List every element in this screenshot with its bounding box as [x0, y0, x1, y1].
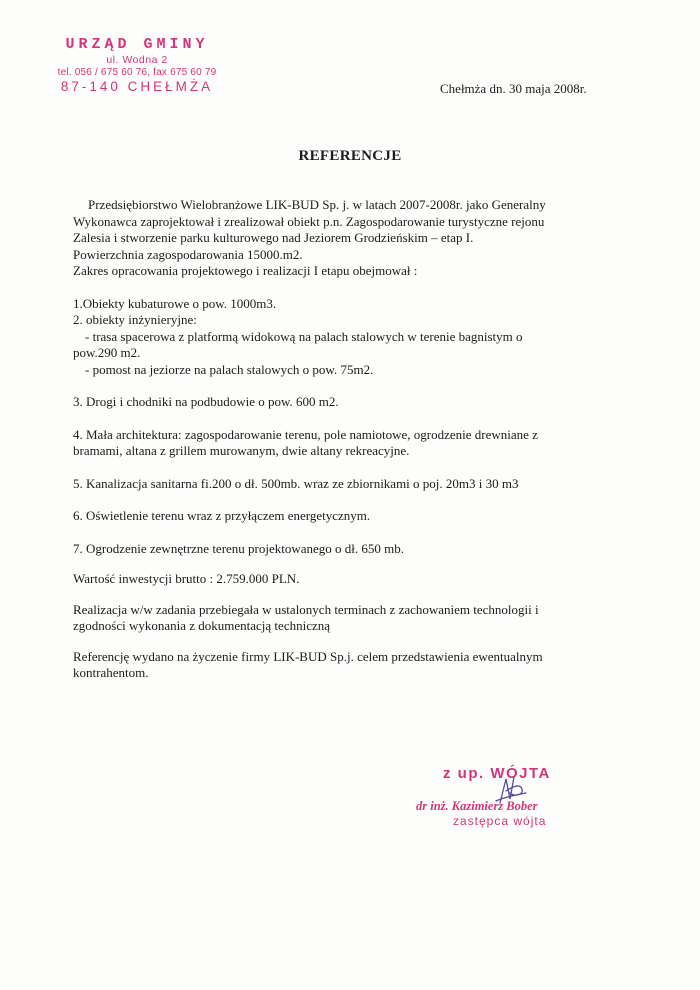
closing-note-cont: kontrahentom.	[73, 665, 149, 680]
signature-name: dr inż. Kazimierz Bober	[416, 799, 538, 813]
closing-note: Referencję wydano na życzenie firmy LIK-BUD Sp.j. celem przedstawienia ewentualnym	[73, 648, 543, 664]
stamp-city: 87-140 CHEŁMŻA	[60, 79, 214, 94]
stamp-street: ul. Wodna 2	[106, 54, 168, 66]
signature-role: zastępca wójta	[453, 814, 547, 828]
intro-line: Powierzchnia zagospodarowania 15000.m2.	[73, 246, 303, 262]
item-4: 4. Mała architektura: zagospodarowanie terenu, pole namiotowe, ogrodzenie drewniane z	[73, 426, 538, 442]
item-2b: - pomost na jeziorze na palach stalowych o pow. 75m2.	[85, 361, 374, 377]
signature-on-behalf: z up. WÓJTA	[443, 765, 551, 782]
realization-note: Realizacja w/w zadania przebiegała w ustalonych terminach z zachowaniem technologii i	[73, 601, 539, 617]
document-date: Chełmża dn. 30 maja 2008r.	[440, 81, 587, 96]
document-body	[73, 197, 633, 682]
stamp-office-name: URZĄD GMINY	[65, 36, 209, 53]
intro-line: Przedsiębiorstwo Wielobranżowe LIK-BUD Sp. j. w latach 2007-2008r. jako Generalny	[88, 197, 546, 212]
handwritten-signature-icon	[492, 773, 532, 809]
item-2a-cont: pow.290 m2.	[73, 345, 141, 360]
item-6: 6. Oświetlenie terenu wraz z przyłączem energetycznym.	[73, 508, 371, 523]
intro-line: Zalesia i stworzenie parku kulturowego nad Jeziorem Grodzieńskim – etap I.	[73, 230, 474, 245]
item-7: 7. Ogrodzenie zewnętrzne terenu projektowanego o dł. 650 mb.	[73, 540, 405, 556]
realization-note-cont: zgodności wykonania z dokumentacją techniczną	[73, 618, 331, 633]
document-title: REFERENCJE	[298, 148, 402, 164]
item-2: 2. obiekty inżynieryjne:	[73, 312, 197, 327]
office-header-stamp	[22, 36, 252, 94]
intro-line: Zakres opracowania projektowego i realizacji I etapu obejmował :	[73, 263, 418, 278]
item-1: 1.Obiekty kubaturowe o pow. 1000m3.	[73, 295, 277, 311]
investment-value: Wartość inwestycji brutto : 2.759.000 PLN.	[73, 571, 300, 586]
stamp-phone-fax: tel. 056 / 675 60 76, fax 675 60 79	[57, 67, 217, 78]
item-4-cont: bramami, altana z grillem murowanym, dwie altany rekreacyjne.	[73, 443, 410, 458]
item-5: 5. Kanalizacja sanitarna fi.200 o dł. 500mb. wraz ze zbiornikami o poj. 20m3 i 30 m3	[73, 475, 519, 491]
item-3: 3. Drogi i chodniki na podbudowie o pow. 600 m2.	[73, 394, 339, 409]
item-2a: - trasa spacerowa z platformą widokową na palach stalowych w terenie bagnistym o	[85, 328, 523, 344]
intro-line: Wykonawca zaprojektował i zrealizował obiekt p.n. Zagospodarowanie turystyczne rejonu	[73, 213, 545, 229]
